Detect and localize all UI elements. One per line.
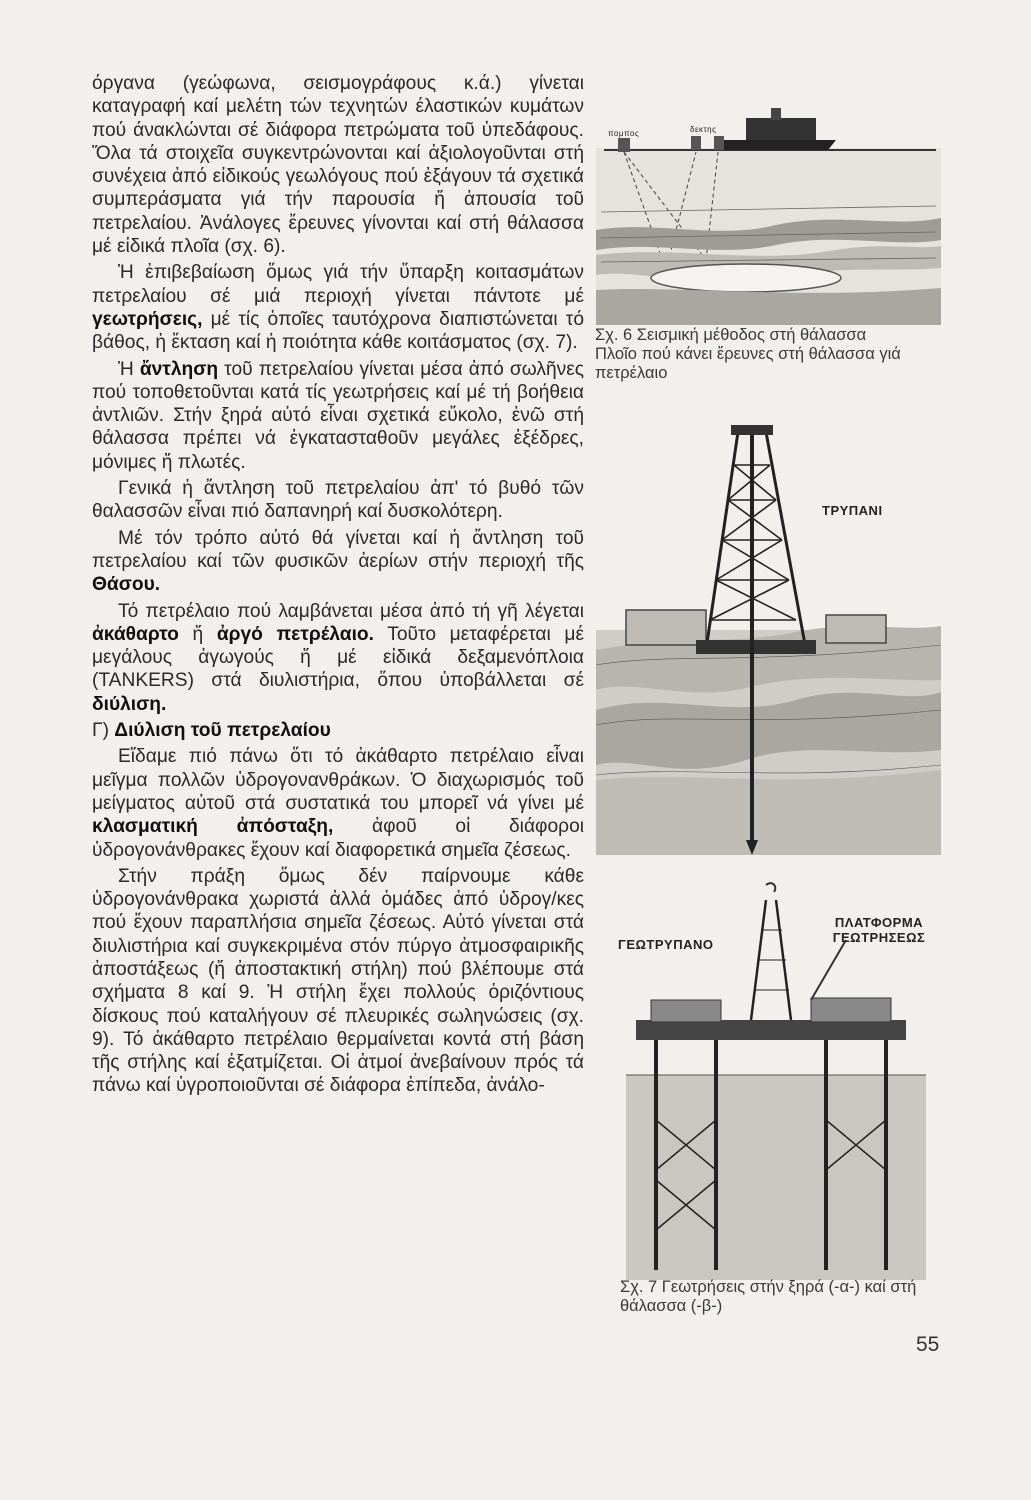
land-rig-drawing — [596, 420, 941, 855]
term-drillings: γεωτρήσεις, — [92, 308, 203, 330]
paragraph-2: Ἡ ἐπιβεβαίωση ὅμως γιά τήν ὕπαρξη κοιτασμάτων πετρελαίου σέ μιά περιοχή γίνεται πάντοτε μέ γεωτρήσεις, μέ τίς ὁποῖες ταυτόχρονα διαπιστώνεται τό βάθος, ἡ ἔκταση καί ἡ ποιότητα κάθε κοιτάσματος (σχ. 7). — [92, 262, 584, 354]
seismic-ship-drawing — [596, 100, 941, 325]
term-fractional-distillation: κλασματική ἀπόσταξη, — [92, 816, 334, 838]
term-pumping: ἄντληση — [139, 358, 219, 380]
paragraph-7: Εἴδαμε πιό πάνω ὅτι τό ἀκάθαρτο πετρέλαιο εἶναι μεῖγμα πολλῶν ὑδρογονανθράκων. Ὁ διαχωρισμός τοῦ μείγματος αὐτοῦ στά συστατικά του μπορεῖ νά γίνει μέ κλασματική ἀπόσταξη, ἀφοῦ οἱ διάφοροι ὑδρογονάνθρακες ἔχουν καί διαφορετικά σημεῖα ζέσεως. — [92, 746, 584, 861]
term-refining: διύλιση. — [92, 693, 167, 715]
label-drill-bit: ΤΡΥΠΑΝΙ — [822, 503, 883, 518]
paragraph-8: Στήν πράξη ὅμως δέν παίρνουμε κάθε ὑδρογονάνθρακα χωριστά ἀλλά ὁμάδες ἀπό ὑδρογ/κες πού ἔχουν παραπλήσια σημεῖα ζέσεως. Αὐτό γίνεται στά διυλιστήρια καί συγκεκριμένα στόν πύργο ἀτμοσφαιρικῆς ἀποστάξεως (ἤ ἀποστακτική στήλη) πού βλέπουμε στά σχήματα 8 καί 9. Ἡ στήλη ἔχει πολλούς ὁριζόντιους δίσκους πού καταλήγουν σέ πλευρικές σωληνώσεις (σχ. 9). Τό ἀκάθαρτο πετρέλαιο θερμαίνεται κοντά στή βάση τῆς στήλης καί ἐξατμίζεται. Οἱ ἀτμοί ἀνεβαίνουν πρός τά πάνω καί ὑγροποιοῦνται σέ διάφορα ἐπίπεδα, ἀνάλο- — [92, 865, 584, 1097]
figure-7b-offshore-platform — [596, 880, 941, 1280]
figure-6-caption: Σχ. 6 Σεισμική μέθοδος στή θάλασσα Πλοῖο πού κάνει ἔρευνες στή θάλασσα γιά πετρέλαιο — [595, 326, 901, 382]
paragraph-6: Τό πετρέλαιο πού λαμβάνεται μέσα ἀπό τή γῆ λέγεται ἀκάθαρτο ἤ ἀργό πετρέλαιο. Τοῦτο μεταφέρεται μέ μεγάλους ἀγωγούς ἤ μέ εἰδικά δεξαμενόπλοια (TANKERS) στά διυλιστήρια, ὅπου ὑποβάλλεται σέ διύλιση. — [92, 600, 584, 715]
term-crude-oil: ἀργό πετρέλαιο. — [216, 623, 374, 645]
paragraph-5: Μέ τόν τρόπο αὐτό θά γίνεται καί ἡ ἄντληση τοῦ πετρελαίου καί τῶν φυσικῶν ἀερίων στήν περιοχή τῆς Θάσου. — [92, 527, 584, 596]
paragraph-1: όργανα (γεώφωνα, σεισμογράφους κ.ά.) γίνεται καταγραφή καί μελέτη τών τεχνητών έλαστικών κυμάτων πού άνακλώνται σέ διάφορα πετρώματα τοῦ ὑπεδάφους. Ὅλα τά στοιχεῖα συγκεντρώνονται καί ἀξιολογοῦνται στή συνέχεια ἀπό εἰδικούς γεωλόγους πού ἐξάγουν τά σχετικά συμπεράσματα γιά τήν παρουσία ἤ ἀπουσία τοῦ πετρελαίου. Ἀνάλογες ἔρευνες γίνονται καί στή θάλασσα μέ εἰδικά πλοῖα (σχ. 6). — [92, 73, 584, 258]
figure-7a-land-rig — [596, 420, 941, 855]
label-drilling-platform: ΠΛΑΤΦΟΡΜΑ ΓΕΩΤΡΗΣΕΩΣ — [832, 915, 926, 945]
section-heading: Γ) Διύλιση τοῦ πετρελαίου — [92, 720, 331, 742]
term-crude: ἀκάθαρτο — [92, 623, 179, 645]
page-number: 55 — [916, 1333, 940, 1356]
paragraph-4: Γενικά ἡ ἄντληση τοῦ πετρελαίου ἀπ' τό βυθό τῶν θαλασσῶν εἶναι πιό δαπανηρή καί δυσκολότερη. — [92, 478, 584, 523]
term-thasos: Θάσου. — [92, 574, 161, 596]
figure-7-caption: Σχ. 7 Γεωτρήσεις στήν ξηρά (-α-) καί στή θάλασσα (-β-) — [620, 1278, 917, 1315]
figure-6-seismic-ship — [596, 100, 941, 325]
main-text-column — [92, 72, 584, 1101]
label-receiver: δεκτης — [690, 125, 717, 134]
paragraph-3: Ἡ ἄντληση τοῦ πετρελαίου γίνεται μέσα ἀπό σωλῆνες πού τοποθετοῦνται κατά τίς γεωτρήσεις καί μέ τή βοήθεια ἀντλιῶν. Στήν ξηρά αὐτό εἶναι σχετικά εὔκολο, ἐνῶ στή θάλασσα πρέπει νά ἐγκατασταθοῦν μεγάλες ἐξέδρες, μόνιμες ἤ πλωτές. — [92, 358, 585, 473]
label-drilling-rig: ΓΕΩΤΡΥΠΑΝΟ — [618, 937, 714, 952]
label-transmitter: πομπος — [608, 129, 640, 138]
